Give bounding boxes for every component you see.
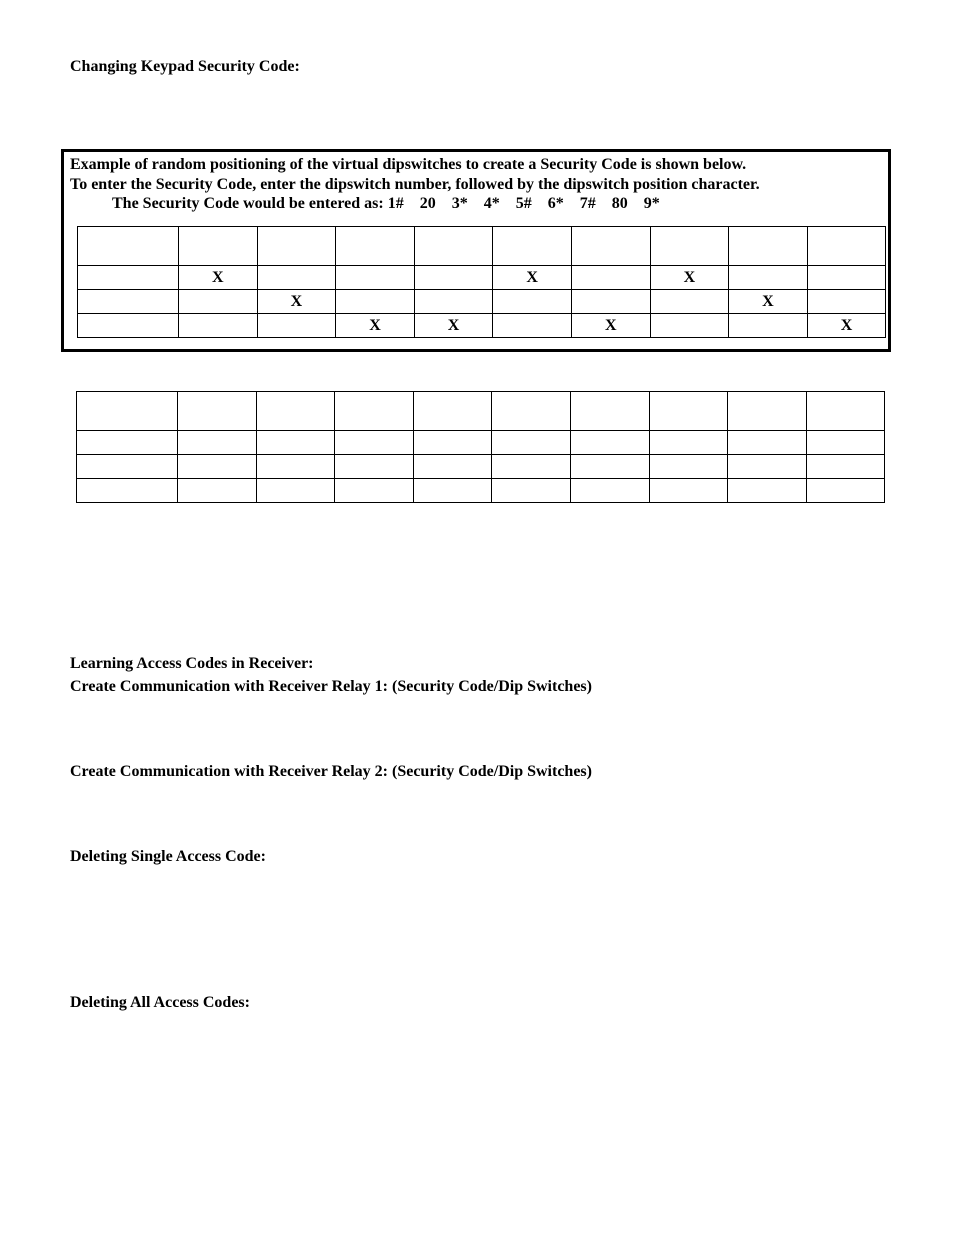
- grid-cell: [806, 431, 885, 455]
- blank-grid-row: [77, 431, 885, 455]
- grid-cell: [806, 392, 885, 431]
- grid-cell: X: [729, 290, 808, 314]
- grid-cell: [492, 479, 571, 503]
- grid-cell: [571, 227, 650, 266]
- example-grid-row: [78, 227, 886, 266]
- example-dipswitch-grid: [77, 226, 886, 338]
- grid-cell: [256, 455, 335, 479]
- example-grid-row: [78, 266, 886, 290]
- grid-cell: [77, 455, 178, 479]
- grid-cell: [336, 266, 415, 290]
- blank-grid-row: [77, 392, 885, 431]
- grid-cell: [78, 314, 179, 338]
- grid-cell: [179, 227, 258, 266]
- grid-cell: [414, 266, 493, 290]
- grid-cell: [178, 455, 257, 479]
- grid-cell: [414, 227, 493, 266]
- blank-grid-row: [77, 479, 885, 503]
- heading-learning-access-codes: Learning Access Codes in Receiver:: [70, 655, 314, 672]
- grid-cell: [77, 431, 178, 455]
- grid-cell: [414, 290, 493, 314]
- grid-cell: [257, 266, 336, 290]
- grid-cell: [729, 314, 808, 338]
- grid-cell: [807, 227, 886, 266]
- grid-cell: X: [336, 314, 415, 338]
- grid-cell: [492, 392, 571, 431]
- grid-cell: [179, 314, 258, 338]
- grid-cell: [570, 392, 649, 431]
- grid-cell: [492, 455, 571, 479]
- example-grid-row: [78, 314, 886, 338]
- grid-cell: [178, 479, 257, 503]
- grid-cell: [571, 266, 650, 290]
- grid-cell: [336, 227, 415, 266]
- example-grid-row: [78, 290, 886, 314]
- grid-cell: X: [179, 266, 258, 290]
- grid-cell: [257, 227, 336, 266]
- grid-cell: [570, 455, 649, 479]
- grid-cell: X: [571, 314, 650, 338]
- heading-relay-1: Create Communication with Receiver Relay 1: (Security Code/Dip Switches): [70, 678, 592, 695]
- grid-cell: [807, 290, 886, 314]
- example-line-1: Example of random positioning of the virtual dipswitches to create a Security Code is shown below.: [70, 156, 747, 173]
- example-line-2: To enter the Security Code, enter the dipswitch number, followed by the dipswitch position character.: [70, 176, 760, 193]
- grid-cell: [729, 266, 808, 290]
- grid-cell: [650, 314, 729, 338]
- grid-cell: [413, 479, 492, 503]
- example-line-3: The Security Code would be entered as: 1# 20 3* 4* 5# 6* 7# 80 9*: [112, 195, 660, 212]
- grid-cell: [492, 431, 571, 455]
- grid-cell: [649, 431, 728, 455]
- example-box: [61, 149, 891, 352]
- heading-deleting-single-access-code: Deleting Single Access Code:: [70, 848, 266, 865]
- grid-cell: X: [807, 314, 886, 338]
- grid-cell: X: [414, 314, 493, 338]
- grid-cell: X: [257, 290, 336, 314]
- grid-cell: [650, 227, 729, 266]
- grid-cell: [335, 455, 414, 479]
- grid-cell: X: [493, 266, 572, 290]
- grid-cell: [728, 479, 807, 503]
- grid-cell: [256, 431, 335, 455]
- grid-cell: [728, 431, 807, 455]
- grid-cell: [413, 455, 492, 479]
- blank-grid-row: [77, 455, 885, 479]
- grid-cell: [78, 266, 179, 290]
- grid-cell: [335, 479, 414, 503]
- grid-cell: [78, 227, 179, 266]
- grid-cell: [649, 392, 728, 431]
- heading-deleting-all-access-codes: Deleting All Access Codes:: [70, 994, 250, 1011]
- grid-cell: [413, 431, 492, 455]
- grid-cell: [178, 392, 257, 431]
- blank-dipswitch-grid: [76, 391, 885, 503]
- grid-cell: [649, 479, 728, 503]
- grid-cell: [650, 290, 729, 314]
- grid-cell: [77, 392, 178, 431]
- grid-cell: [493, 227, 572, 266]
- grid-cell: X: [650, 266, 729, 290]
- grid-cell: [493, 314, 572, 338]
- grid-cell: [807, 266, 886, 290]
- grid-cell: [728, 455, 807, 479]
- grid-cell: [179, 290, 258, 314]
- grid-cell: [77, 479, 178, 503]
- heading-changing-keypad-security-code: Changing Keypad Security Code:: [70, 58, 300, 75]
- grid-cell: [570, 431, 649, 455]
- grid-cell: [336, 290, 415, 314]
- grid-cell: [728, 392, 807, 431]
- grid-cell: [335, 431, 414, 455]
- grid-cell: [571, 290, 650, 314]
- grid-cell: [729, 227, 808, 266]
- grid-cell: [257, 314, 336, 338]
- grid-cell: [806, 455, 885, 479]
- grid-cell: [413, 392, 492, 431]
- grid-cell: [256, 392, 335, 431]
- grid-cell: [256, 479, 335, 503]
- grid-cell: [335, 392, 414, 431]
- heading-relay-2: Create Communication with Receiver Relay 2: (Security Code/Dip Switches): [70, 763, 592, 780]
- grid-cell: [570, 479, 649, 503]
- grid-cell: [493, 290, 572, 314]
- grid-cell: [649, 455, 728, 479]
- grid-cell: [78, 290, 179, 314]
- grid-cell: [806, 479, 885, 503]
- grid-cell: [178, 431, 257, 455]
